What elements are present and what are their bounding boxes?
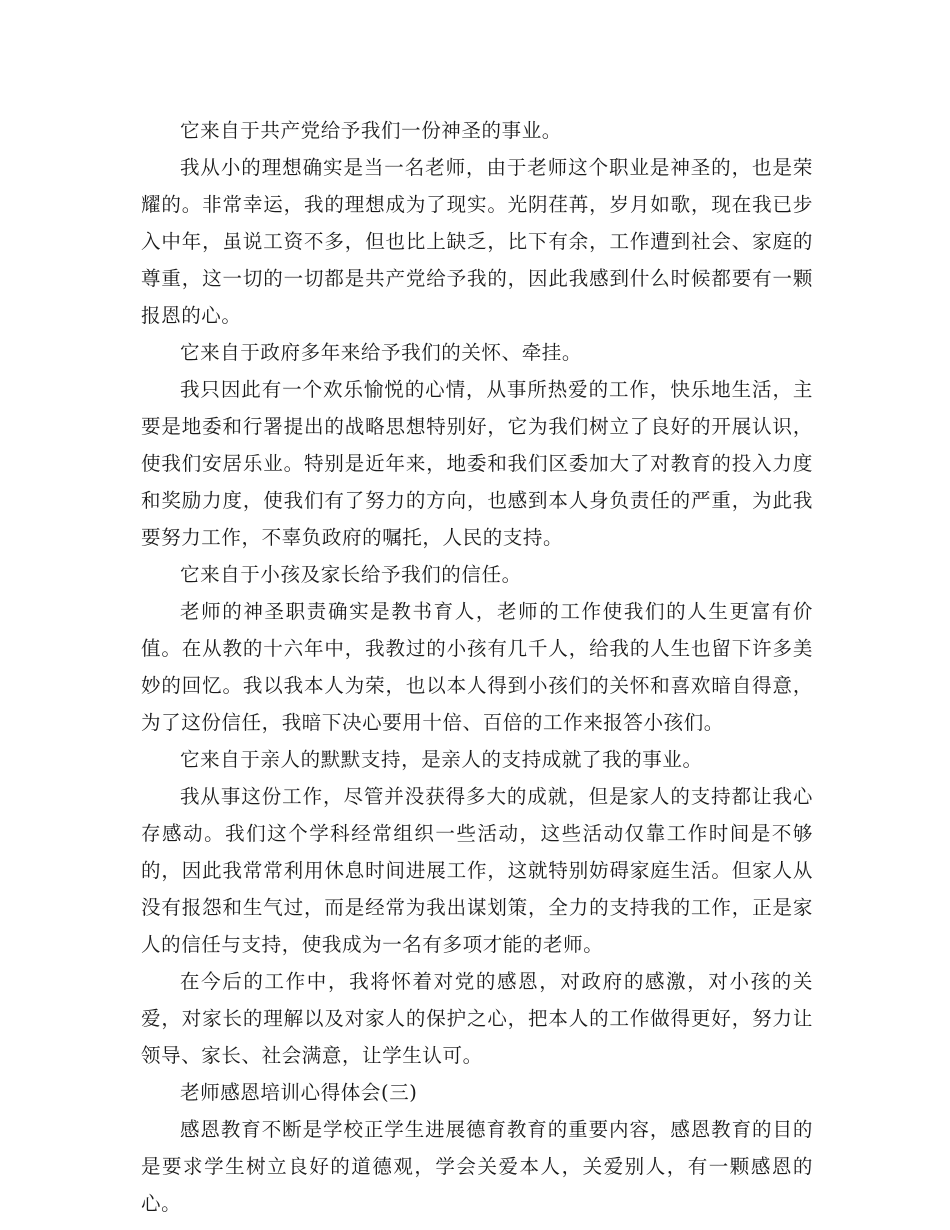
paragraph-5: 它来自于小孩及家长给予我们的信任。: [180, 563, 522, 586]
paragraph-11: 感恩教育不断是学校正学生进展德育教育的重要内容，感恩教育的目的是要求学生树立良好的道德观，学会关爱本人，关爱别人，有一颗感恩的心。: [141, 1118, 813, 1215]
section-heading: 老师感恩培训心得体会(三): [180, 1081, 418, 1104]
document-body: [141, 112, 813, 1222]
paragraph-6: 老师的神圣职责确实是教书育人，老师的工作使我们的人生更富有价值。在从教的十六年中，我教过的小孩有几千人，给我的人生也留下许多美妙的回忆。我以我本人为荣，也以本人得到小孩们的关怀和喜欢暗自得意，为了这份信任，我暗下决心要用十倍、百倍的工作来报答小孩们。: [141, 600, 813, 734]
paragraph-2: 我从小的理想确实是当一名老师，由于老师这个职业是神圣的，也是荣耀的。非常幸运，我的理想成为了现实。光阴荏苒，岁月如歌，现在我已步入中年，虽说工资不多，但也比上缺乏，比下有余，工作遭到社会、家庭的尊重，这一切的一切都是共产党给予我的，因此我感到什么时候都要有一颗报恩的心。: [141, 156, 813, 327]
paragraph-1: 它来自于共产党给予我们一份神圣的事业。: [180, 119, 562, 142]
paragraph-4: 我只因此有一个欢乐愉悦的心情，从事所热爱的工作，快乐地生活，主要是地委和行署提出的战略思想特别好，它为我们树立了良好的开展认识，使我们安居乐业。特别是近年来，地委和我们区委加大了对教育的投入力度和奖励力度，使我们有了努力的方向，也感到本人身负责任的严重，为此我要努力工作，不辜负政府的嘱托，人民的支持。: [141, 378, 813, 549]
paragraph-3: 它来自于政府多年来给予我们的关怀、牵挂。: [180, 341, 583, 364]
paragraph-7: 它来自于亲人的默默支持，是亲人的支持成就了我的事业。: [180, 748, 703, 771]
paragraph-9: 在今后的工作中，我将怀着对党的感恩，对政府的感激，对小孩的关爱，对家长的理解以及对家人的保护之心，把本人的工作做得更好，努力让领导、家长、社会满意，让学生认可。: [141, 970, 813, 1067]
paragraph-8: 我从事这份工作，尽管并没获得多大的成就，但是家人的支持都让我心存感动。我们这个学科经常组织一些活动，这些活动仅靠工作时间是不够的，因此我常常利用休息时间进展工作，这就特别妨碍家庭生活。但家人从没有报怨和生气过，而是经常为我出谋划策，全力的支持我的工作，正是家人的信任与支持，使我成为一名有多项才能的老师。: [141, 785, 813, 956]
